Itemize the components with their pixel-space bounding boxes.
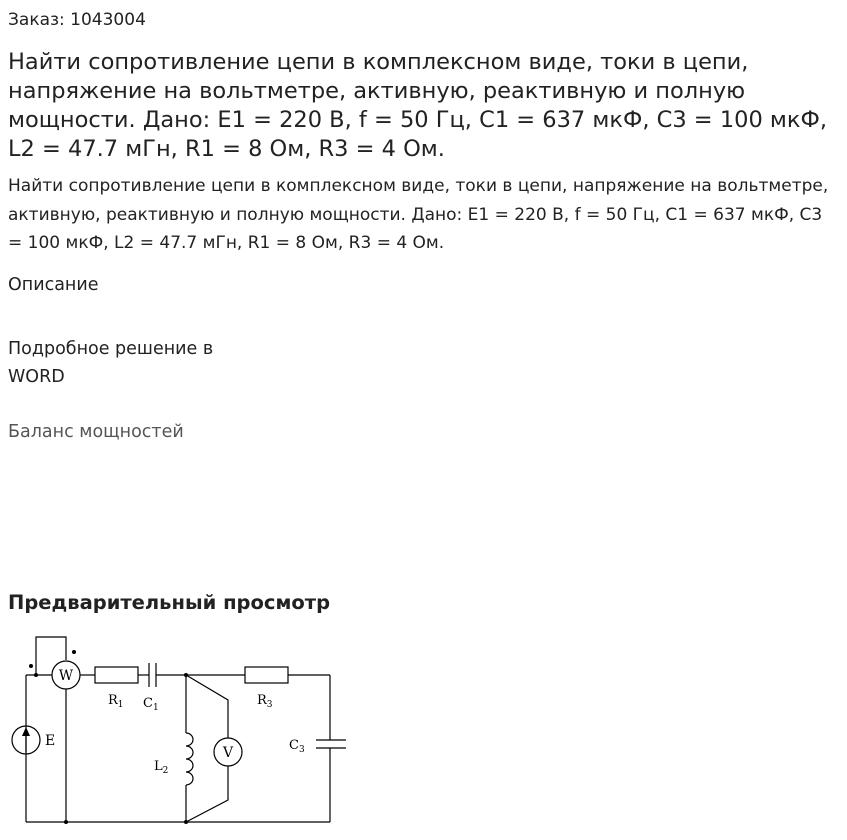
description-label: Описание	[8, 275, 99, 295]
power-balance-label: Баланс мощностей	[8, 422, 184, 442]
l2-label: $L_2$	[154, 759, 169, 776]
preview-title: Предварительный просмотр	[8, 591, 331, 614]
source-label: E	[45, 733, 56, 749]
circuit-diagram	[0, 630, 360, 840]
c3-label: $C_3$	[289, 738, 305, 755]
page-title: Найти сопротивление цепи в комплексном виде, токи в цепи, напряжение на вольтметре, активную, реактивную и полную мощности. Дано: E1 = 220 В, f = 50 Гц, C1 = 637 мкФ, C3 = 100 мкФ, L2 = 47.7 мГн, R1 = 8 Ом, R3 = 4 Ом.	[8, 49, 827, 162]
r3-label: $R_3$	[257, 693, 273, 710]
c1-label: $C_1$	[143, 696, 159, 713]
task-description: Найти сопротивление цепи в комплексном виде, токи в цепи, напряжение на вольтметре, активную, реактивную и полную мощности. Дано: E1 = 220 В, f = 50 Гц, C1 = 637 мкФ, C3 = 100 мкФ, L2 = 47.7 мГн, R1 = 8 Ом, R3 = 4 Ом.	[8, 176, 829, 253]
wattmeter-label: W	[58, 668, 74, 684]
voltmeter-label: V	[222, 745, 234, 761]
order-number: Заказ: 1043004	[8, 10, 146, 30]
solution-note: Подробное решение в WORD	[8, 339, 214, 387]
r1-label: $R_1$	[108, 693, 124, 710]
